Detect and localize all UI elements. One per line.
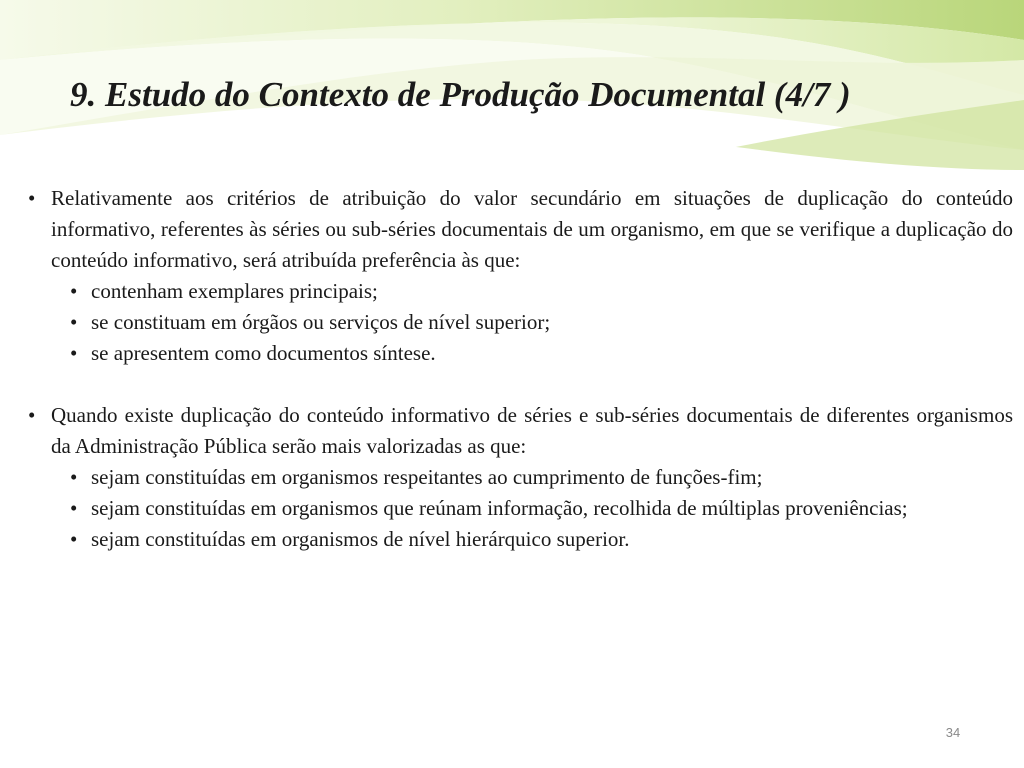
bullet-icon: • <box>70 465 78 489</box>
page-number: 34 <box>945 725 961 740</box>
bullet-icon: • <box>70 496 78 520</box>
main-point-2 <box>28 400 1013 462</box>
slide-content <box>28 183 1013 555</box>
sub-point-text: se apresentem como documentos síntese. <box>91 341 436 365</box>
bullet-icon: • <box>70 279 78 303</box>
main-point-1 <box>28 183 1013 276</box>
main-point-text: Quando existe duplicação do conteúdo informativo de séries e sub-séries documentais de diferentes organismos da Administração Pública serão mais valorizadas as que: <box>51 403 1013 458</box>
bullet-icon: • <box>70 527 78 551</box>
sub-point <box>28 276 1013 307</box>
sub-point-text: contenham exemplares principais; <box>91 279 378 303</box>
main-point-text: Relativamente aos critérios de atribuição do valor secundário em situações de duplicação do conteúdo informativo, referentes às séries ou sub-séries documentais de um organismo, em que se verifique a duplicação do conteúdo informativo, será atribuída preferência às que: <box>51 186 1013 272</box>
sub-point-text: sejam constituídas em organismos que reúnam informação, recolhida de múltiplas proveniências; <box>91 496 908 520</box>
sub-point-text: sejam constituídas em organismos respeitantes ao cumprimento de funções-fim; <box>91 465 763 489</box>
bullet-icon: • <box>70 310 78 334</box>
sub-point <box>28 524 1013 555</box>
spacer <box>28 369 1013 400</box>
sub-point <box>28 338 1013 369</box>
sub-point-text: se constituam em órgãos ou serviços de nível superior; <box>91 310 551 334</box>
sub-point <box>28 493 1013 524</box>
bullet-icon: • <box>28 186 36 210</box>
bullet-icon: • <box>70 341 78 365</box>
bullet-icon: • <box>28 403 36 427</box>
slide-title: 9. Estudo do Contexto de Produção Documental (4/7 ) <box>70 75 851 114</box>
sub-point <box>28 307 1013 338</box>
sub-point-text: sejam constituídas em organismos de nível hierárquico superior. <box>91 527 630 551</box>
sub-point <box>28 462 1013 493</box>
